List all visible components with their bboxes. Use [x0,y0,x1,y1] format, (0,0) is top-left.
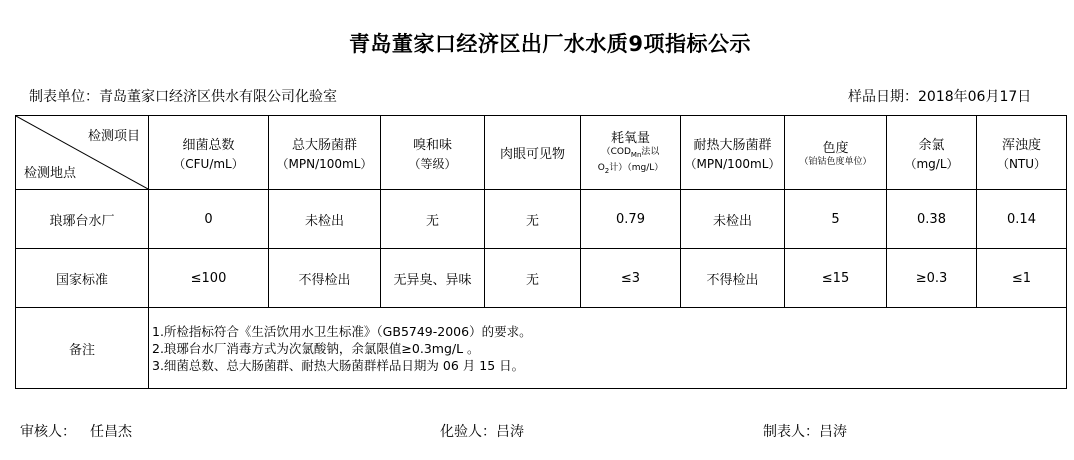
table-cell: 0 [149,190,269,249]
report-unit [29,86,337,106]
table-header-row [16,116,1067,190]
header-name: 耗氧量 [610,131,650,147]
table-cell: ≤100 [149,249,269,308]
sample-date-label: 样品日期： [848,89,918,105]
table-cell: 无 [381,190,485,249]
header-oxygen-consumption [581,116,681,190]
row-label: 国家标准 [16,249,149,308]
notes-label: 备注 [16,308,149,389]
table-row-standard [16,249,1067,308]
table-cell: 无 [485,190,581,249]
table-cell: 0.38 [887,190,977,249]
page-title: 青岛董家口经济区出厂水水质9项指标公示 [348,32,752,56]
header-thermo-coliform [681,116,785,190]
table-cell: 不得检出 [681,249,785,308]
table-cell: 无异臭、异味 [381,249,485,308]
header-turbidity [977,116,1067,190]
corner-item-label: 检测项目 [87,129,140,144]
report-unit-label: 制表单位： [29,89,99,105]
maker-name: 吕涛 [819,424,847,440]
reviewer-name: 任昌杰 [90,424,132,440]
header-name: 余氯 [918,137,945,153]
report-unit-value: 青岛董家口经济区供水有限公司化验室 [99,89,337,105]
header-name: 浑浊度 [1001,137,1041,153]
corner-header-cell [16,116,149,190]
table-cell: ≤3 [581,249,681,308]
table-row-notes [16,308,1067,389]
header-unit: （铂钴色度单位） [799,156,872,167]
header-name: 总大肠菌群 [291,137,357,153]
table-cell: ≤1 [977,249,1067,308]
tester-name: 吕涛 [496,424,524,440]
header-unit-line2: $O_2$计）（mg/L） [597,163,664,175]
header-unit: （mg/L） [904,156,959,171]
table-cell: 未检出 [681,190,785,249]
header-bacteria [149,116,269,190]
header-odor [381,116,485,190]
note-line: 2.琅琊台水厂消毒方式为次氯酸钠，余氯限值≥0.3mg/L 。 [152,340,480,356]
table-row-plant [16,190,1067,249]
maker-label: 制表人： [763,424,819,440]
header-name: 肉眼可见物 [499,147,565,162]
reviewer-signature [20,421,132,441]
notes-content [149,308,1067,389]
header-unit: （等级） [408,156,457,171]
header-unit: （NTU） [996,156,1047,171]
table-cell: 未检出 [269,190,381,249]
tester-label: 化验人： [440,424,496,440]
table-cell: 0.79 [581,190,681,249]
table-cell: 0.14 [977,190,1067,249]
sample-date [848,86,1031,106]
table-cell: ≤15 [785,249,887,308]
header-name: 耐热大肠菌群 [693,137,772,153]
header-unit: （MPN/100mL） [684,156,781,171]
table-cell: ≥0.3 [887,249,977,308]
header-name: 色度 [822,140,849,156]
note-line: 1.所检指标符合《生活饮用水卫生标准》（GB5749-2006）的要求。 [152,323,532,339]
header-coliform [269,116,381,190]
table-cell: 不得检出 [269,249,381,308]
header-visible-matter [485,116,581,190]
table-cell: 无 [485,249,581,308]
tester-signature [440,421,524,441]
corner-site-label: 检测地点 [24,166,77,181]
header-name: 细菌总数 [182,137,235,153]
water-quality-table [15,115,1067,389]
header-unit-line1: （$COD_{Mn}$法以 [601,147,660,159]
table-cell: 5 [785,190,887,249]
note-line: 3.细菌总数、总大肠菌群、耐热大肠菌群样品日期为 06 月 15 日。 [152,357,525,373]
row-label: 琅琊台水厂 [16,190,149,249]
header-name: 嗅和味 [412,137,452,153]
header-chlorine [887,116,977,190]
header-color [785,116,887,190]
sample-date-value: 2018年06月17日 [918,89,1032,105]
reviewer-label: 审核人： [20,424,76,440]
header-unit: （CFU/mL） [173,156,244,171]
header-unit: （MPN/100mL） [276,156,373,171]
maker-signature [763,421,847,441]
